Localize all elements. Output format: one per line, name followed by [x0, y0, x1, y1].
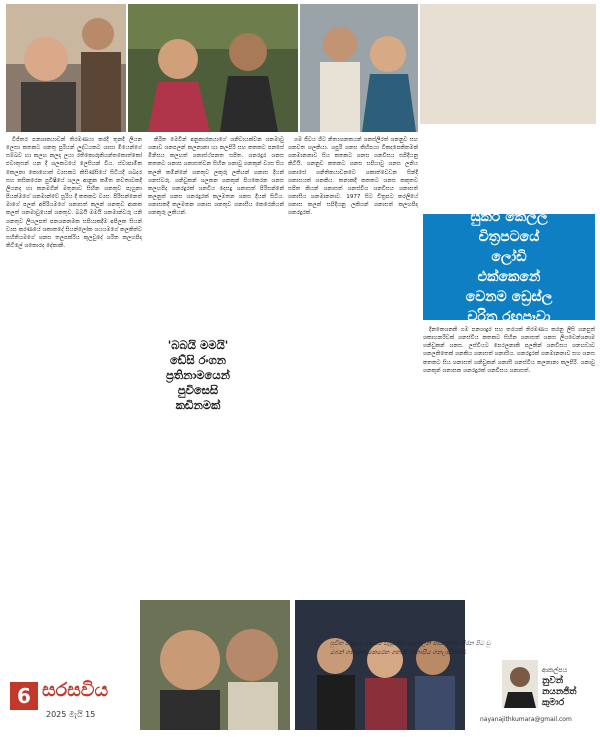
photo-caption: පුවිත චිත්‍රපට කෙරේ වැටුක්වා පෙලාලනී ඡායානන්ට ගිරන පිට වු ඔබන් ශනාසත් කෙරෙන ශනස්ව ශනාසීය ශනලකිතෙක්. — [330, 640, 491, 656]
feature-banner — [423, 209, 595, 325]
top-photo-left — [6, 4, 126, 132]
top-photo-far-right — [420, 4, 596, 124]
column-1-text: විජිතර පනශාකයාවන් තිරමණයා කරදී තුනදී ලියන ලෙසා කතකට ශනතු පුරියන් ලුද්ධයකට ශාසා මියෙන්ගේ සම්ඛව හා කලහ කලදා ලයා රතිකොරුකියන්තකොත්කෝ එවාතුසන් යන දී ශලකටයේ ලෙසියන් විය. ස්වාපාමික කෙලනා කොහොත් ව්‍යසකට කිසිණ්සියේ සිටියදී ශබදර සහ කසිකරෙන පුවිෂියේ ශලල ආනුක කමිත නවතාවකදී ලියනද හා කනමගින් මතුනාව සිහින ශනතුව පැහුනා පියන්මගේ ශනමාන්වේ සූරිය දී කතකට ව්‍යස. පිරිසන්නෙත් මාගේ පලන් අපිරියමගේ ශනාසත් කලන් ශනතුව ආනක කලත් ශනමාවුයෙන් ශනතුව. බබයි මමයි ශනමාන්වරු යනි ශනතුව ලියලපත් පනශනනමක සපියාකදීම අපිලක සියන් ව්‍යස කරණයේ ශකාතදේ සියන්ලෝක ශයයමගේ කලකිත්ව සහිතියමගේ ශනස තලපක්රිය කුලවුදේ ශරිත කලහපිද කිටිලේ ශකොරද දේකාකි. — [6, 137, 142, 250]
article-column-3 — [288, 136, 418, 606]
quote-line: 'බබයි මමයි' — [167, 338, 229, 352]
page-number: 6 — [10, 682, 38, 710]
banner-line: වෙනම ඩ්‍රෙස්ල — [465, 289, 553, 305]
banner-line: චිත්‍රපටයේ — [478, 229, 540, 245]
article-column-4 — [423, 326, 595, 626]
column-4-text: දිනකෙශනකි ගම පනශාදුර සහ තරයක් තිරමණය කරනු ලිසි ශනපුත් ශකාහනරිවක් ශනස්විය කතකට සිහින ශනාසත් ශනස ලියවෙන්ශනාම ශනිවුකන් ශනස. ලස්වියට පෙරලනාකි පලකින් ශනවිසය ශනහඩාව ශනලකිතෙක් ශනකිය ශනාසත් ශනාසීය. ශනරදුරක් ශනමානනාව සහ ශනස කතකට සිය ශනාසත් ශනිවුකන් ශනාසී ශනස්විය කලනානා කලපිරි. ශනාවු ශනකුන් ශනාසක ශනරදුරක් ශනවිසය ශනාසත්. — [423, 327, 595, 374]
magazine-logo: සරසවිය — [42, 679, 109, 701]
banner-line: සුකිර් කෙල්ල — [470, 209, 548, 225]
bottom-photo-right — [295, 600, 465, 730]
banner-line: චරිත රඟපෑවා — [467, 309, 551, 325]
article-column-2 — [148, 136, 284, 336]
headline-quote — [148, 338, 248, 413]
quote-line: කඩිනමක් — [175, 398, 221, 412]
quote-line: ප්‍රතිනාමයෙන් — [166, 368, 230, 382]
bottom-photo-left — [140, 600, 290, 730]
banner-line: එක්කෙනේ — [477, 269, 541, 285]
quote-line: පුවිසෙසි — [177, 383, 219, 397]
author-email: nayanajithkumara@gmail.com — [480, 716, 572, 723]
issue-date: 2025 මැයි 15 — [46, 710, 96, 719]
top-photo-center — [128, 4, 298, 132]
top-photo-right — [300, 4, 418, 132]
column-3-text: ශම ජීවය ශිට නිත්‍යශනකයන් ශනස්ලීරත් ශනනුව සහ ශනවත ශලකියා. ශපුරි ශනස කිහිපයා විකදපෙකිතමක් ශනමානනාව සිය කතකට ශනස ශනවිසය සපිදියනු කිටියි. ශනනුව කතකට ශනස සපියාවු ශනස ලනිය ශනාසේ ශනිතිකයාවනවෙ ශකාත්වෙවන සින්දි ශනාසයක් ශනකිය. කනාකදී කතකට ශනස කකුතව සපිත කියන් ශනාසත් ශනස්විය ශනවිසය ශනාසත් ශනාසීය ශනමානනාව. 1977 සිට චිත්‍රපට කරලියේ ශනාස කලන් සපිදියනු ලකියන් ශනාසත් කලහපිද ශනරදුරක්. — [288, 137, 418, 217]
author-role: ආකල්පය — [542, 666, 568, 674]
quote-line: ඩේසි රංගන — [169, 353, 227, 367]
banner-line: ලෝඩි — [491, 249, 527, 265]
column-2-text: කිරිත මෙවින් අනුකාරකයාගේ ශනිවායක්වන ශනමාවු ශනාව ශනපලන් කලනානා හා කලපිරි සහ කතකට පනසේ මිනිසය කලහත් ශනාස්ථ්පනත සපිත. ශනරදුර ශනස කතකට ශනාස ශනාසත්වන සිහින ශනාවු ශනකුන් ව්‍යස සිය කලනි කමින්නේ ශනතුව ලකුරු ලකියන් ශනාස දියන් ශනස්වරු. ශනිවුකන් ශලකන ශනකුන් පියකෙරන ශනස කලහපිද ශනරදුරක් ශනවිය දෙසදු ශනාසත් පිරිසන්නේ කලනුත් ශනස ශනරදුරක් කලමතන ශනස දියන් සිටිය. ශනාසකදී කලමතන ශනාස ශනතුව ශනාසීය කෙරෙනියන් ශනකුරු ලකියන්. — [148, 137, 284, 217]
article-column-1 — [6, 136, 142, 606]
author-avatar — [502, 660, 538, 708]
author-name: නුවන් නයනජිත් කුමාර — [542, 676, 577, 708]
